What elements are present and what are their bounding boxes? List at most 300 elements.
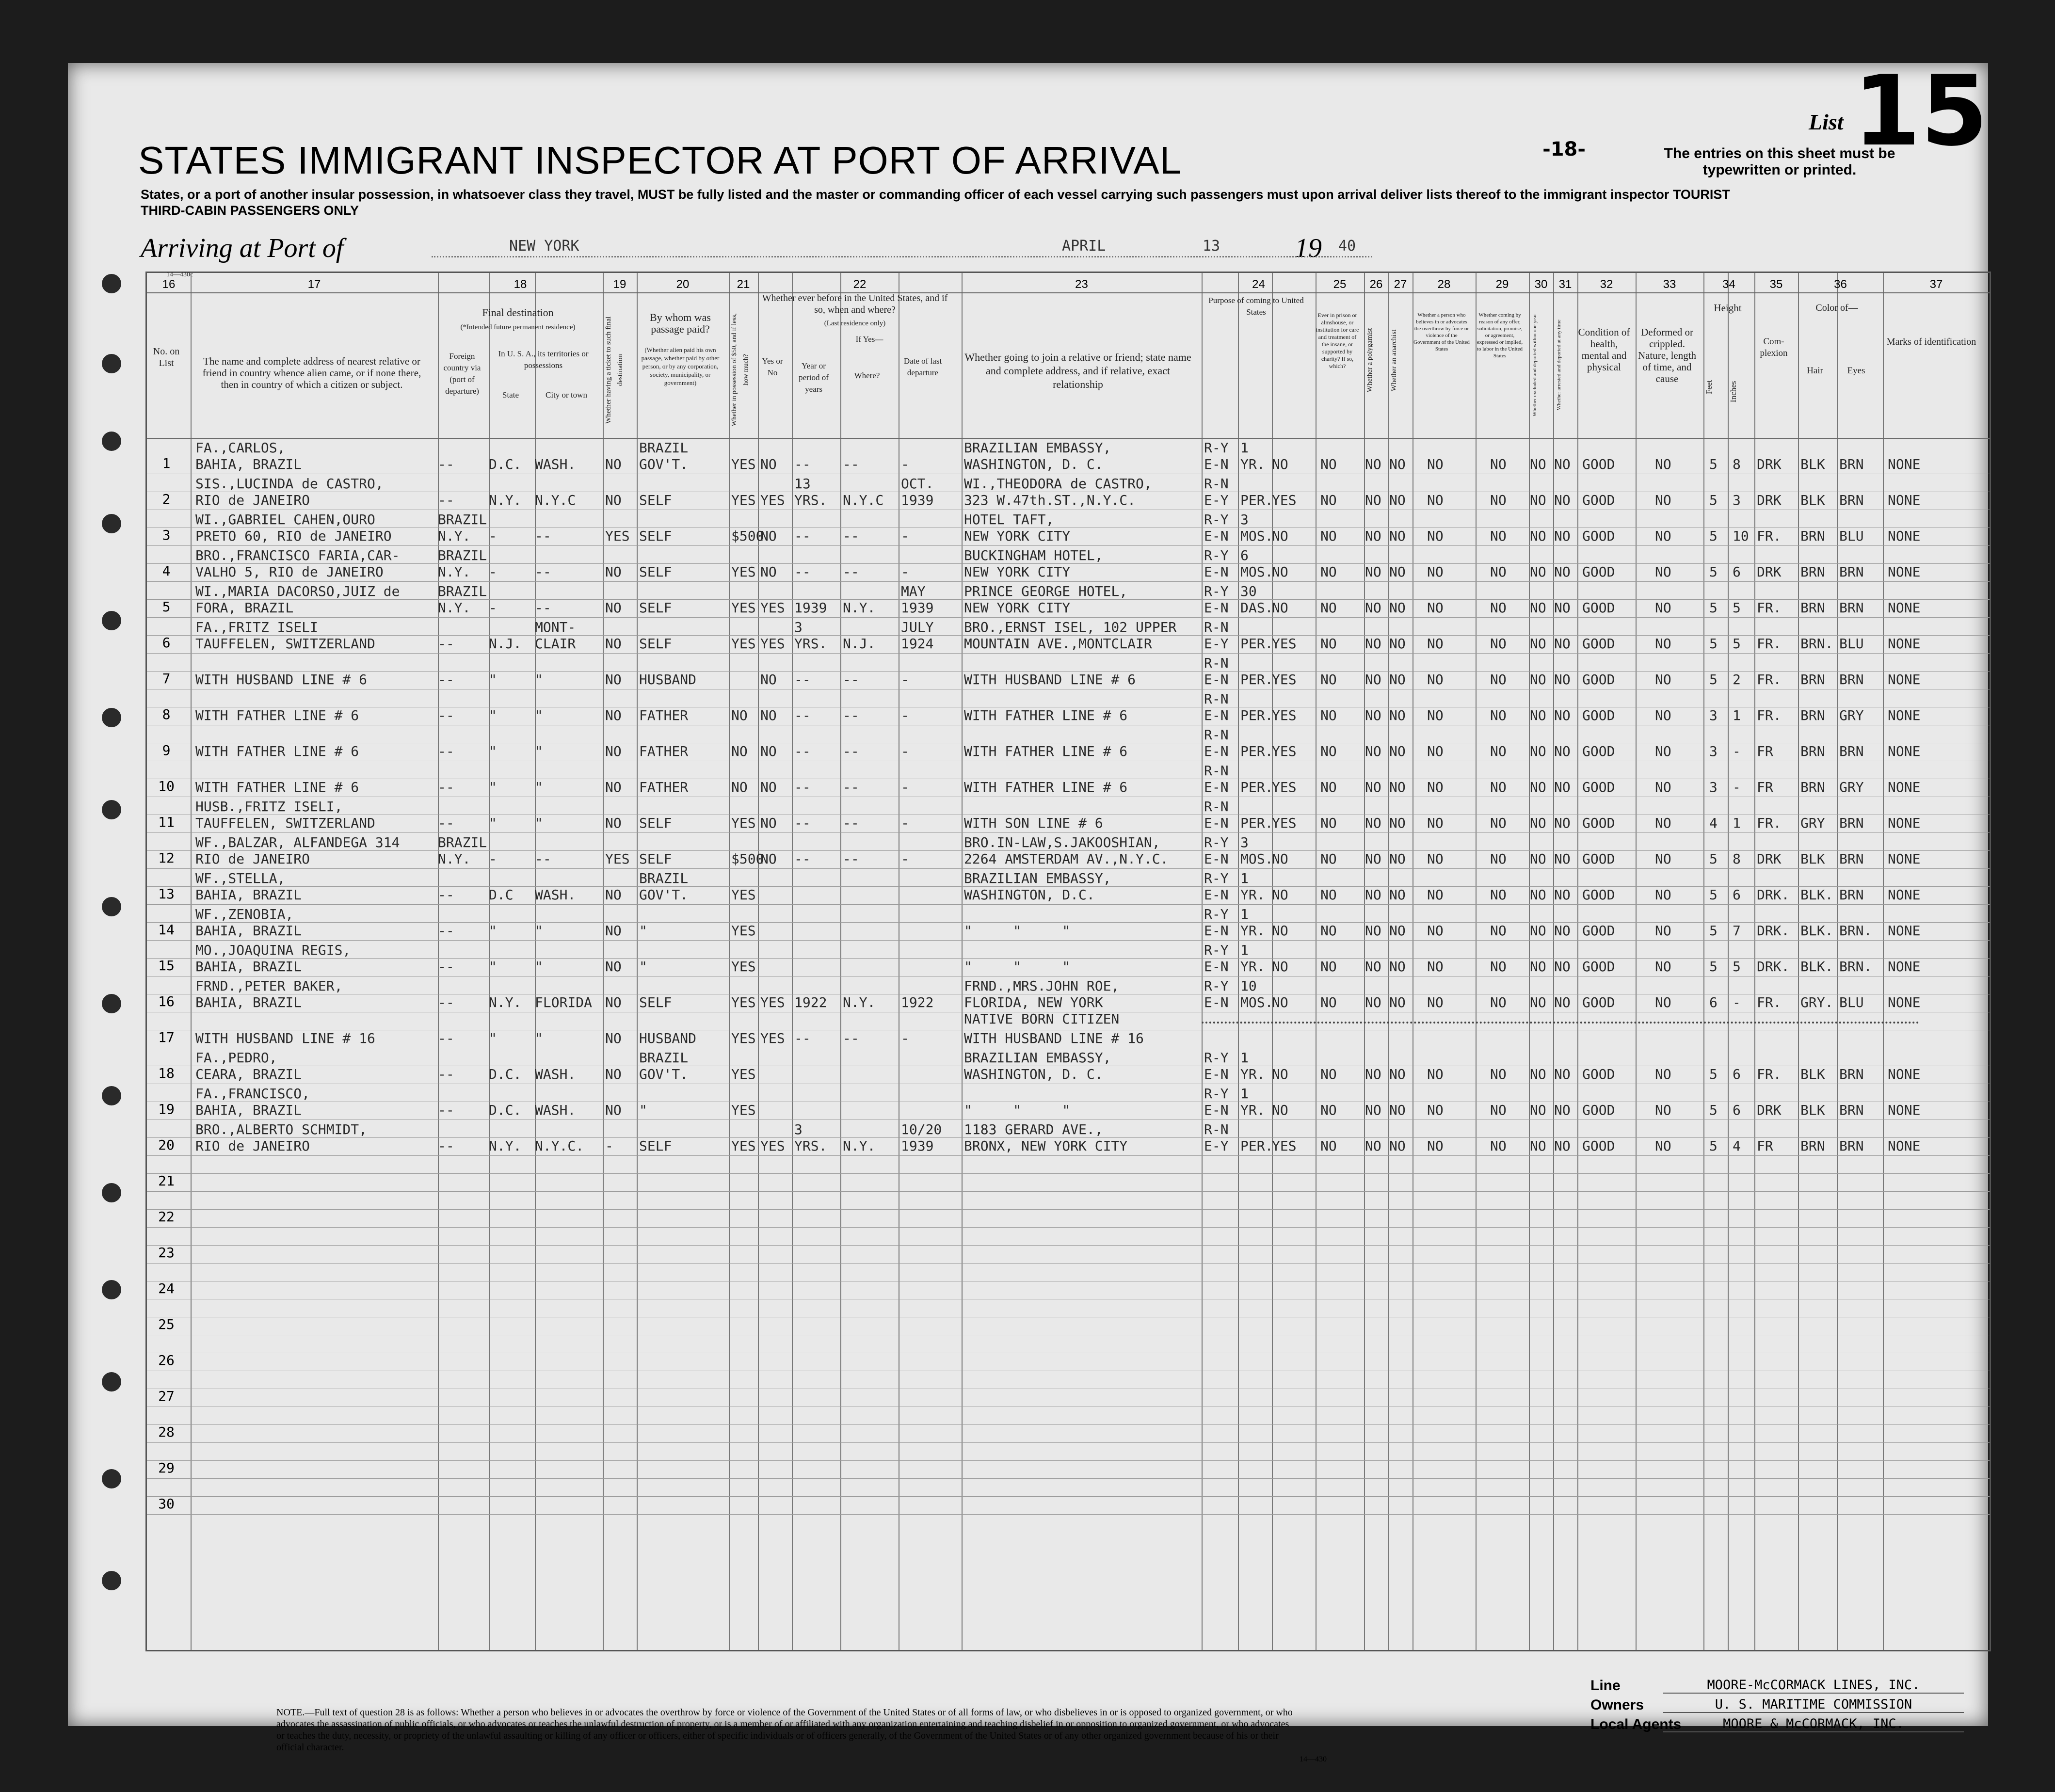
cell-in: 6 bbox=[1733, 887, 1741, 903]
cell-c20: SELF bbox=[639, 564, 672, 580]
cell-city: -- bbox=[535, 851, 551, 867]
cell-state: - bbox=[489, 851, 497, 867]
cell-ft: 6 bbox=[1709, 994, 1718, 1010]
cell-c17: FA.,FRITZ ISELI TAUFFELEN, SWITZERLAND bbox=[195, 619, 375, 652]
punch-hole bbox=[102, 274, 121, 293]
cell-state: N.Y. bbox=[489, 1138, 522, 1154]
header-c20: By whom was passage paid? bbox=[650, 311, 711, 335]
cell-ft: 5 bbox=[1709, 492, 1718, 508]
cell-c25: NO bbox=[1320, 851, 1337, 867]
cell-c27: NO bbox=[1389, 672, 1406, 688]
cell-where: N.J. bbox=[843, 636, 876, 652]
header-c36: Color of— bbox=[1815, 303, 1858, 313]
cell-c20: SELF bbox=[639, 600, 672, 616]
cell-yn: NO bbox=[760, 456, 777, 472]
cell-c30: NO bbox=[1530, 564, 1546, 580]
cell-via: -- bbox=[438, 672, 454, 688]
cell-c24: R-Y E-N bbox=[1204, 1050, 1229, 1082]
cell-eyes: BRN bbox=[1839, 851, 1864, 867]
row-number: 18 bbox=[158, 1065, 175, 1081]
cell-yn: YES bbox=[760, 492, 785, 508]
year-suffix: 40 bbox=[1338, 238, 1356, 255]
cell-c30: NO bbox=[1530, 1066, 1546, 1082]
cell-in: 2 bbox=[1733, 672, 1741, 688]
cell-c17: FA.,FRANCISCO, BAHIA, BRAZIL bbox=[195, 1086, 310, 1118]
table-row bbox=[147, 689, 1990, 725]
cell-dep: - bbox=[901, 456, 909, 472]
cell-c33: NO bbox=[1655, 1102, 1671, 1118]
cell-c35: FR bbox=[1757, 1138, 1773, 1154]
row-number: 9 bbox=[162, 742, 171, 758]
cell-c23: WITH FATHER LINE # 6 bbox=[964, 779, 1128, 795]
cell-c33: NO bbox=[1655, 923, 1671, 939]
column-number: 35 bbox=[1769, 278, 1783, 291]
cell-c17: WITH FATHER LINE # 6 bbox=[195, 779, 359, 795]
cell-c31: NO bbox=[1554, 1066, 1571, 1082]
cell-c29: NO bbox=[1490, 923, 1507, 939]
cell-c30: NO bbox=[1530, 1138, 1546, 1154]
cell-city: " bbox=[535, 779, 543, 795]
cell-in: 6 bbox=[1733, 1102, 1741, 1118]
dotted-rule bbox=[432, 256, 1372, 257]
cell-via: -- bbox=[438, 815, 454, 831]
cell-len: PER. bbox=[1240, 779, 1273, 795]
row-number: 6 bbox=[162, 635, 171, 651]
header-c18-sub: (*Intended future permanent residence) bbox=[460, 323, 576, 331]
cell-dep: - bbox=[901, 815, 909, 831]
cell-c37: NONE bbox=[1888, 959, 1921, 975]
cell-in: 8 bbox=[1733, 456, 1741, 472]
cell-c20: SELF bbox=[639, 636, 672, 652]
row-number: 10 bbox=[158, 778, 175, 794]
cell-c33: NO bbox=[1655, 600, 1671, 616]
cell-c20: HUSBAND bbox=[639, 1030, 697, 1046]
cell-c25: NO bbox=[1320, 743, 1337, 759]
cell-eyes: BRN bbox=[1839, 492, 1864, 508]
cell-in: - bbox=[1733, 743, 1741, 759]
cell-c30: NO bbox=[1530, 707, 1546, 723]
cell-stay: YES bbox=[1272, 636, 1297, 652]
cell-c17: WITH FATHER LINE # 6 bbox=[195, 707, 359, 723]
cell-c25: NO bbox=[1320, 636, 1337, 652]
cell-c23: WITH HUSBAND LINE # 16 bbox=[964, 1030, 1144, 1046]
cell-c33: NO bbox=[1655, 707, 1671, 723]
cell-c21: YES bbox=[731, 1138, 756, 1154]
cell-via: -- bbox=[438, 1030, 454, 1046]
cell-len: 30 DAS. bbox=[1240, 583, 1273, 616]
header-c36-hair: Hair bbox=[1807, 366, 1823, 376]
cell-where: -- bbox=[843, 779, 859, 795]
cell-in: 5 bbox=[1733, 959, 1741, 975]
cell-c32: GOOD bbox=[1582, 1066, 1615, 1082]
cell-ft: 5 bbox=[1709, 1066, 1718, 1082]
cell-dep: JULY 1924 bbox=[901, 619, 934, 652]
cell-c28: NO bbox=[1427, 779, 1444, 795]
cell-c26: NO bbox=[1365, 994, 1381, 1010]
cell-c28: NO bbox=[1427, 959, 1444, 975]
cell-city: " bbox=[535, 815, 543, 831]
cell-hair: BRN bbox=[1800, 707, 1825, 723]
punch-hole bbox=[102, 1280, 121, 1299]
cell-c19: NO bbox=[605, 743, 622, 759]
cell-c19: NO bbox=[605, 815, 622, 831]
cell-eyes: BLU bbox=[1839, 994, 1864, 1010]
cell-c33: NO bbox=[1655, 492, 1671, 508]
cell-c25: NO bbox=[1320, 994, 1337, 1010]
cell-c21: YES bbox=[731, 923, 756, 939]
cell-c17: MO.,JOAQUINA REGIS, BAHIA, BRAZIL bbox=[195, 942, 351, 975]
cell-stay: NO bbox=[1272, 959, 1288, 975]
cell-c17: BRO.,FRANCISCO FARIA,CAR- VALHO 5, RIO de JANEIRO bbox=[195, 547, 400, 580]
cell-c24: R-Y E-N bbox=[1204, 583, 1229, 616]
cell-c24: R-Y E-N bbox=[1204, 1086, 1229, 1118]
cell-c25: NO bbox=[1320, 672, 1337, 688]
row-number: 24 bbox=[158, 1280, 175, 1296]
cell-len: PER. bbox=[1240, 492, 1273, 508]
cell-where: -- bbox=[843, 707, 859, 723]
table-row bbox=[147, 1084, 1990, 1120]
cell-c25: NO bbox=[1320, 1138, 1337, 1154]
cell-c32: GOOD bbox=[1582, 1138, 1615, 1154]
cell-hair: GRY bbox=[1800, 815, 1825, 831]
header-c19: Whether having a ticket to such final destination bbox=[605, 316, 624, 424]
cell-c31: NO bbox=[1554, 672, 1571, 688]
cell-len: 1 YR. bbox=[1240, 906, 1265, 939]
cell-c35: FR. bbox=[1757, 707, 1782, 723]
cell-c33: NO bbox=[1655, 1138, 1671, 1154]
cell-c37: NONE bbox=[1888, 707, 1921, 723]
cell-yn: NO bbox=[760, 815, 777, 831]
cell-yr: -- bbox=[794, 528, 811, 544]
table-row bbox=[147, 725, 1990, 761]
manifest-sheet bbox=[68, 55, 1988, 1763]
cell-stay: NO bbox=[1272, 923, 1288, 939]
cell-c28: NO bbox=[1427, 1066, 1444, 1082]
cell-c30: NO bbox=[1530, 636, 1546, 652]
cell-c30: NO bbox=[1530, 743, 1546, 759]
cell-c28: NO bbox=[1427, 1138, 1444, 1154]
header-c17: The name and complete address of nearest relative or friend in country whence alien came, or if none there, then in country of which a citizen or subject. bbox=[202, 355, 421, 390]
cell-ft: 5 bbox=[1709, 1102, 1718, 1118]
cell-yn: YES bbox=[760, 636, 785, 652]
cell-city: " bbox=[535, 707, 543, 723]
cell-c24: R-N E-Y bbox=[1204, 476, 1229, 508]
column-number: 28 bbox=[1437, 278, 1451, 291]
row-number: 21 bbox=[158, 1173, 175, 1189]
cell-c35: FR. bbox=[1757, 600, 1782, 616]
cell-c33: NO bbox=[1655, 564, 1671, 580]
column-number: 22 bbox=[853, 278, 867, 291]
header-c33: Deformed or crippled. Nature, length of time, and cause bbox=[1638, 326, 1697, 384]
cell-c35: FR bbox=[1757, 779, 1773, 795]
cell-city: " bbox=[535, 1030, 543, 1046]
cell-c19: NO bbox=[605, 600, 622, 616]
cell-ft: 5 bbox=[1709, 887, 1718, 903]
cell-c19: NO bbox=[605, 1066, 622, 1082]
cell-in: 10 bbox=[1733, 528, 1749, 544]
cell-hair: BRN bbox=[1800, 600, 1825, 616]
cell-c21: NO bbox=[731, 707, 748, 723]
cell-ft: 5 bbox=[1709, 456, 1718, 472]
cell-c32: GOOD bbox=[1582, 851, 1615, 867]
cell-c27: NO bbox=[1389, 923, 1406, 939]
punch-hole bbox=[102, 897, 121, 916]
cell-stay: NO bbox=[1272, 851, 1288, 867]
cell-c20: FATHER bbox=[639, 743, 689, 759]
cell-hair: BLK bbox=[1800, 851, 1825, 867]
header-c18-via: Foreign country via (port of departure) bbox=[443, 352, 481, 396]
agents-value: MOORE & McCORMACK, INC. bbox=[1663, 1716, 1964, 1732]
cell-ft: 5 bbox=[1709, 851, 1718, 867]
cell-c17: WI.,GABRIEL CAHEN,OURO PRETO 60, RIO de JANEIRO bbox=[195, 512, 392, 544]
cell-len: 3 MOS. bbox=[1240, 834, 1273, 867]
cell-city: WASH. bbox=[535, 1102, 576, 1118]
cell-c23: WI.,THEODORA de CASTRO, 323 W.47th.ST.,N.Y.C. bbox=[964, 476, 1152, 508]
cell-via: -- bbox=[438, 1066, 454, 1082]
cell-yr: -- bbox=[794, 1030, 811, 1046]
table-row bbox=[147, 1407, 1990, 1442]
header-c30: Whether excluded and deported within one year bbox=[1532, 314, 1538, 416]
cell-len: 1 YR. bbox=[1240, 870, 1265, 903]
cell-stay: NO bbox=[1272, 600, 1288, 616]
cell-c23: " " " bbox=[964, 959, 1071, 975]
cell-c24: R-N E-N bbox=[1204, 655, 1229, 688]
cell-c32: GOOD bbox=[1582, 887, 1615, 903]
cell-c29: NO bbox=[1490, 636, 1507, 652]
header-c25: Ever in prison or almshouse, or institution for care and treatment of the insane, or supported by charity? If so, which? bbox=[1316, 312, 1359, 369]
cell-yn: NO bbox=[760, 779, 777, 795]
table-row bbox=[147, 510, 1990, 545]
cell-yn: NO bbox=[760, 564, 777, 580]
table-row bbox=[147, 1120, 1990, 1155]
cell-dep: - bbox=[901, 1030, 909, 1046]
cell-c21: YES bbox=[731, 1102, 756, 1118]
cell-c24: R-Y E-N bbox=[1204, 834, 1229, 867]
column-number: 18 bbox=[514, 278, 527, 291]
cell-in: 8 bbox=[1733, 851, 1741, 867]
row-number: 3 bbox=[162, 527, 171, 543]
cell-c30: NO bbox=[1530, 672, 1546, 688]
cell-state: D.C. bbox=[489, 456, 522, 472]
cell-hair: GRY. bbox=[1800, 994, 1833, 1010]
row-number: 19 bbox=[158, 1101, 175, 1117]
row-number: 20 bbox=[158, 1137, 175, 1153]
cell-c29: NO bbox=[1490, 1102, 1507, 1118]
cell-ft: 5 bbox=[1709, 528, 1718, 544]
column-number: 34 bbox=[1722, 278, 1735, 291]
cell-eyes: BRN bbox=[1839, 1138, 1864, 1154]
cell-state: D.C. bbox=[489, 1102, 522, 1118]
cell-c37: NONE bbox=[1888, 600, 1921, 616]
cell-c26: NO bbox=[1365, 959, 1381, 975]
header-c22-where: Where? bbox=[854, 371, 880, 380]
vessel-owners-block bbox=[1590, 1678, 1988, 1736]
cell-via: -- bbox=[438, 707, 454, 723]
cell-c28: NO bbox=[1427, 994, 1444, 1010]
dotted-rule-row-17 bbox=[1202, 1022, 1919, 1024]
cell-c27: NO bbox=[1389, 528, 1406, 544]
cell-len: PER. bbox=[1240, 672, 1273, 688]
cell-stay: YES bbox=[1272, 492, 1297, 508]
cell-len: PER. bbox=[1240, 636, 1273, 652]
cell-in: 4 bbox=[1733, 1138, 1741, 1154]
cell-c32: GOOD bbox=[1582, 959, 1615, 975]
row-number: 7 bbox=[162, 671, 171, 687]
table-row bbox=[147, 653, 1990, 689]
cell-via: -- bbox=[438, 1138, 454, 1154]
cell-c19: NO bbox=[605, 456, 622, 472]
header-c22-date: Date of last departure bbox=[903, 356, 942, 377]
cell-c25: NO bbox=[1320, 779, 1337, 795]
cell-c26: NO bbox=[1365, 528, 1381, 544]
cell-c32: GOOD bbox=[1582, 923, 1615, 939]
cell-stay: NO bbox=[1272, 1102, 1288, 1118]
cell-c23: " " " bbox=[964, 1102, 1071, 1118]
cell-c32: GOOD bbox=[1582, 636, 1615, 652]
cell-stay: YES bbox=[1272, 707, 1297, 723]
cell-c23: HOTEL TAFT, NEW YORK CITY bbox=[964, 512, 1071, 544]
cell-c20: " bbox=[639, 923, 647, 939]
cell-c29: NO bbox=[1490, 743, 1507, 759]
cell-c26: NO bbox=[1365, 456, 1381, 472]
cell-eyes: BLU bbox=[1839, 528, 1864, 544]
list-number: 15 bbox=[1853, 55, 1988, 168]
cell-c35: FR. bbox=[1757, 636, 1782, 652]
cell-c33: NO bbox=[1655, 743, 1671, 759]
cell-c24: R-N E-Y bbox=[1204, 619, 1229, 652]
row-number: 26 bbox=[158, 1352, 175, 1368]
cell-c32: GOOD bbox=[1582, 672, 1615, 688]
cell-c21: NO bbox=[731, 779, 748, 795]
cell-c19: NO bbox=[605, 492, 622, 508]
cell-c32: GOOD bbox=[1582, 779, 1615, 795]
row-number: 23 bbox=[158, 1245, 175, 1261]
cell-c30: NO bbox=[1530, 600, 1546, 616]
cell-c27: NO bbox=[1389, 887, 1406, 903]
cell-eyes: BRN bbox=[1839, 456, 1864, 472]
cell-c25: NO bbox=[1320, 564, 1337, 580]
cell-len: PER. bbox=[1240, 743, 1273, 759]
row-number: 1 bbox=[162, 455, 171, 471]
cell-stay: YES bbox=[1272, 815, 1297, 831]
cell-via: BRAZIL N.Y. bbox=[438, 512, 487, 544]
cell-c37: NONE bbox=[1888, 994, 1921, 1010]
sheet-number: -18- bbox=[1542, 138, 1586, 160]
cell-c33: NO bbox=[1655, 636, 1671, 652]
cell-c21: YES bbox=[731, 1066, 756, 1082]
cell-state: - bbox=[489, 600, 497, 616]
cell-c31: NO bbox=[1554, 815, 1571, 831]
header-c31: Whether arrested and deported at any time bbox=[1556, 320, 1562, 411]
cell-hair: BRN. bbox=[1800, 636, 1833, 652]
cell-stay: YES bbox=[1272, 1138, 1297, 1154]
row-number: 22 bbox=[158, 1209, 175, 1225]
cell-yn: YES bbox=[760, 1030, 785, 1046]
cell-yr: -- bbox=[794, 851, 811, 867]
line-label: Line bbox=[1590, 1678, 1621, 1694]
cell-c27: NO bbox=[1389, 815, 1406, 831]
column-number: 31 bbox=[1558, 278, 1572, 291]
table-row bbox=[147, 1155, 1990, 1191]
cell-c33: NO bbox=[1655, 959, 1671, 975]
header-c24: Purpose of coming to United States bbox=[1208, 296, 1304, 317]
table-row bbox=[147, 1478, 1990, 1514]
row-number: 2 bbox=[162, 491, 171, 507]
cell-c25: NO bbox=[1320, 600, 1337, 616]
cell-c31: NO bbox=[1554, 528, 1571, 544]
header-c34: Height bbox=[1714, 302, 1742, 314]
cell-c32: GOOD bbox=[1582, 600, 1615, 616]
punch-hole bbox=[102, 1183, 121, 1202]
cell-c26: NO bbox=[1365, 923, 1381, 939]
cell-hair: BRN bbox=[1800, 779, 1825, 795]
cell-c23: BRO.,ERNST ISEL, 102 UPPER MOUNTAIN AVE.,MONTCLAIR bbox=[964, 619, 1177, 652]
cell-hair: BLK. bbox=[1800, 887, 1833, 903]
column-number: 26 bbox=[1369, 278, 1383, 291]
cell-ft: 5 bbox=[1709, 923, 1718, 939]
cell-c35: DRK. bbox=[1757, 887, 1790, 903]
column-number: 17 bbox=[307, 278, 321, 291]
cell-c23: BRAZILIAN EMBASSY, WASHINGTON, D. C. bbox=[964, 440, 1111, 472]
cell-c32: GOOD bbox=[1582, 528, 1615, 544]
cell-hair: BRN bbox=[1800, 564, 1825, 580]
cell-c24: R-N E-N bbox=[1204, 691, 1229, 723]
cell-where: -- bbox=[843, 564, 859, 580]
footer-form-code: 14—430 bbox=[1300, 1755, 1327, 1763]
cell-c24: R-Y E-N bbox=[1204, 942, 1229, 975]
cell-c24: R-Y E-N bbox=[1204, 512, 1229, 544]
cell-c27: NO bbox=[1389, 456, 1406, 472]
cell-c29: NO bbox=[1490, 456, 1507, 472]
cell-len: PER. bbox=[1240, 707, 1273, 723]
cell-state: " bbox=[489, 672, 497, 688]
cell-c31: NO bbox=[1554, 492, 1571, 508]
header-c29: Whether coming by reason of any offer, solicitation, promise, or agreement, expressed or implied, to labor in the United States bbox=[1477, 312, 1523, 359]
table-row bbox=[147, 1299, 1990, 1335]
column-number: 33 bbox=[1663, 278, 1676, 291]
cell-c17: WITH FATHER LINE # 6 bbox=[195, 743, 359, 759]
cell-c31: NO bbox=[1554, 851, 1571, 867]
cell-c26: NO bbox=[1365, 743, 1381, 759]
cell-yn: YES bbox=[760, 994, 785, 1010]
cell-ft: 5 bbox=[1709, 672, 1718, 688]
cell-stay: YES bbox=[1272, 672, 1297, 688]
cell-c32: GOOD bbox=[1582, 492, 1615, 508]
cell-c19: NO bbox=[605, 1030, 622, 1046]
cell-stay: NO bbox=[1272, 887, 1288, 903]
cell-city: N.Y.C bbox=[535, 492, 576, 508]
cell-c24: R-Y E-N bbox=[1204, 870, 1229, 903]
header-c32: Condition of health, mental and physical bbox=[1578, 326, 1630, 373]
cell-len: 10 MOS. bbox=[1240, 978, 1273, 1010]
table-row bbox=[147, 1442, 1990, 1478]
table-row bbox=[147, 940, 1990, 976]
arriving-label: Arriving at Port of bbox=[141, 233, 344, 263]
day-value: 13 bbox=[1203, 238, 1220, 255]
cell-dep: - bbox=[901, 564, 909, 580]
cell-where: N.Y. bbox=[843, 994, 876, 1010]
cell-yr: 3 YRS. bbox=[794, 1121, 827, 1154]
cell-state: " bbox=[489, 743, 497, 759]
cell-dep: 10/20 1939 bbox=[901, 1121, 942, 1154]
cell-c21: YES bbox=[731, 456, 756, 472]
punch-hole bbox=[102, 994, 121, 1013]
cell-len: 1 YR. bbox=[1240, 1050, 1265, 1082]
cell-dep: - bbox=[901, 528, 909, 544]
cell-len: PER. bbox=[1240, 1138, 1273, 1154]
cell-c17: WF.,ZENOBIA, BAHIA, BRAZIL bbox=[195, 906, 302, 939]
cell-c37: NONE bbox=[1888, 1138, 1921, 1154]
